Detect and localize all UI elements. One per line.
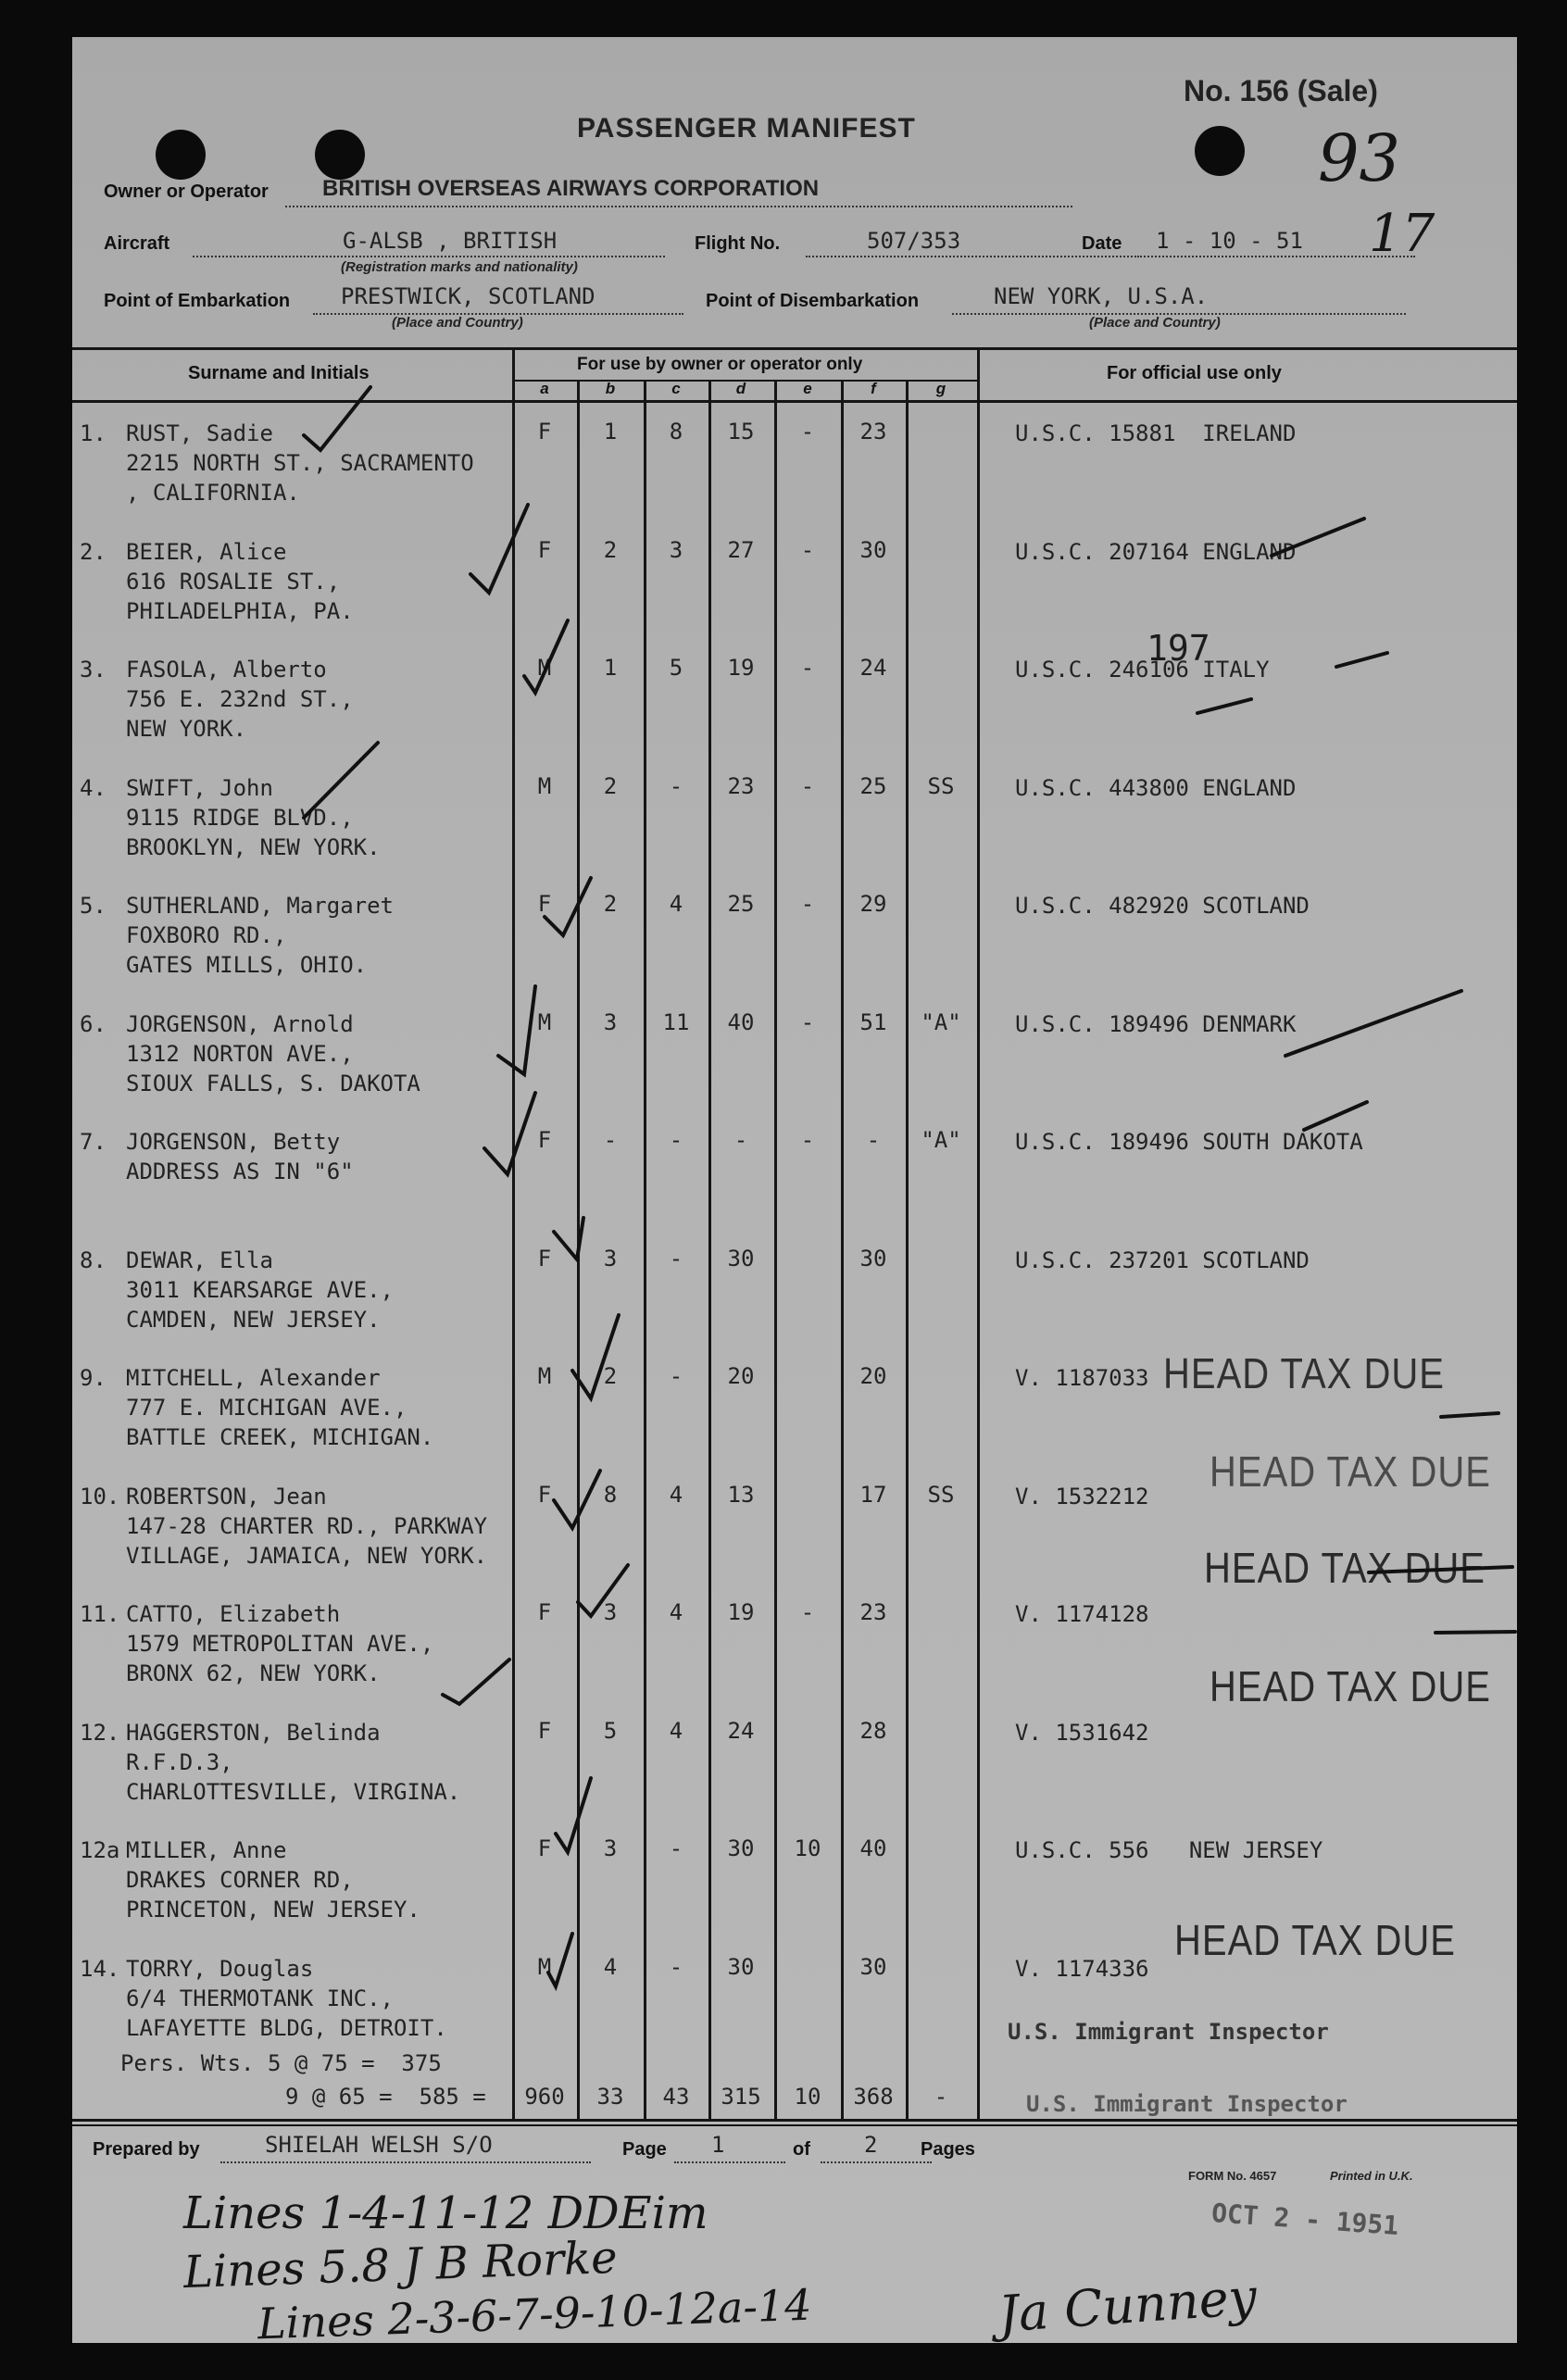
passenger-address-2: CHARLOTTESVILLE, VIRGINA. (126, 1779, 461, 1805)
passenger-address-1: 777 E. MICHIGAN AVE., (126, 1395, 407, 1421)
passenger-name: ROBERTSON, Jean (126, 1484, 327, 1509)
disembark-sub: (Place and Country) (1089, 315, 1221, 331)
official-entry: U.S.C. 443800 ENGLAND (1015, 775, 1297, 801)
passenger-address-1: 1312 NORTON AVE., (126, 1041, 354, 1067)
cell-a: F (537, 1718, 552, 1744)
cell-c: 4 (669, 891, 683, 917)
passenger-address-1: 6/4 THERMOTANK INC., (126, 1985, 394, 2011)
official-entry: V. 1187033 (1015, 1365, 1149, 1391)
cell-c: 4 (669, 1482, 683, 1508)
official-entry: V. 1532212 (1015, 1484, 1149, 1509)
official-entry: U.S.C. 482920 SCOTLAND (1015, 893, 1310, 919)
weights-line-1: Pers. Wts. 5 @ 75 = 375 (120, 2050, 442, 2076)
aircraft-sub: (Registration marks and nationality) (341, 259, 578, 275)
cell-a: F (537, 537, 552, 563)
cell-a: F (537, 1835, 552, 1861)
head-tax-stamp-14: HEAD TAX DUE (1174, 1917, 1456, 1965)
cell-c: - (669, 1835, 683, 1861)
row-number: 12. (80, 1720, 120, 1746)
row-number: 12a (80, 1837, 120, 1863)
cell-b: 2 (603, 537, 618, 563)
total-a: 960 (524, 2084, 565, 2110)
col-official-header: For official use only (1107, 363, 1282, 383)
cell-d: 30 (727, 1954, 755, 1980)
owner-label: Owner or Operator (104, 182, 269, 202)
passenger-address-2: VILLAGE, JAMAICA, NEW YORK. (126, 1543, 488, 1569)
head-tax-stamp-9: HEAD TAX DUE (1163, 1350, 1445, 1398)
col-subheader-g: g (935, 380, 946, 397)
handwriting-line-3: Lines 2-3-6-7-9-10-12a-14 (257, 2279, 813, 2349)
passenger-address-1: DRAKES CORNER RD, (126, 1867, 354, 1893)
cell-c: 8 (669, 419, 683, 445)
cell-d: 19 (727, 1599, 755, 1625)
owner-value: BRITISH OVERSEAS AIRWAYS CORPORATION (322, 176, 820, 201)
passenger-name: MITCHELL, Alexander (126, 1365, 381, 1391)
passenger-address-1: 9115 RIDGE BLVD., (126, 805, 354, 831)
embark-label: Point of Embarkation (104, 291, 291, 311)
official-entry: V. 1174128 (1015, 1601, 1149, 1627)
disembark-label: Point of Disembarkation (706, 291, 920, 311)
cell-f: 20 (859, 1363, 887, 1389)
cell-c: - (669, 1246, 683, 1271)
cell-a: F (537, 891, 552, 917)
passenger-name: SUTHERLAND, Margaret (126, 893, 394, 919)
cell-g: SS (927, 773, 955, 799)
manifest-paper (72, 37, 1517, 2349)
passenger-address-2: SIOUX FALLS, S. DAKOTA (126, 1071, 420, 1096)
cell-a: M (537, 1009, 552, 1035)
cell-d: 30 (727, 1835, 755, 1861)
date-value: 1 - 10 - 51 (1156, 228, 1303, 254)
cell-e: - (800, 891, 815, 917)
cell-c: - (669, 1954, 683, 1980)
cell-c: 11 (662, 1009, 690, 1035)
row-number: 14. (80, 1956, 120, 1982)
official-entry: V. 1531642 (1015, 1720, 1149, 1746)
printed-in: Printed in U.K. (1330, 2169, 1413, 2183)
disembark-value: NEW YORK, U.S.A. (994, 283, 1209, 309)
embark-sub: (Place and Country) (392, 315, 523, 331)
passenger-name: DEWAR, Ella (126, 1247, 273, 1273)
page-label: Page (622, 2139, 667, 2160)
passenger-address-1: 2215 NORTH ST., SACRAMENTO (126, 450, 474, 476)
row-number: 5. (80, 893, 107, 919)
form-code: FORM No. 4657 (1188, 2169, 1277, 2183)
cell-f: 17 (859, 1482, 887, 1508)
cell-b: 4 (603, 1954, 618, 1980)
row-number: 3. (80, 657, 107, 683)
handwritten-number: 93 (1318, 120, 1401, 196)
row-number: 2. (80, 539, 107, 565)
total-d: 315 (721, 2084, 761, 2110)
cell-c: 4 (669, 1599, 683, 1625)
cell-c: 4 (669, 1718, 683, 1744)
embark-value: PRESTWICK, SCOTLAND (341, 283, 595, 309)
cell-a: M (537, 1363, 552, 1389)
passenger-address-1: 1579 METROPOLITAN AVE., (126, 1631, 434, 1657)
cell-f: 30 (859, 1246, 887, 1271)
total-b: 33 (596, 2084, 624, 2110)
cell-e: - (800, 537, 815, 563)
cell-d: 25 (727, 891, 755, 917)
manifest-title: PASSENGER MANIFEST (577, 113, 916, 144)
cell-f: 30 (859, 537, 887, 563)
flight-value: 507/353 (867, 228, 961, 254)
date-stamp: OCT 2 - 1951 (1210, 2197, 1400, 2242)
passenger-address-2: PRINCETON, NEW JERSEY. (126, 1897, 420, 1923)
cell-d: 30 (727, 1246, 755, 1271)
official-entry: V. 1174336 (1015, 1956, 1149, 1982)
inspector-stamp-2: U.S. Immigrant Inspector (1026, 2091, 1348, 2117)
passenger-name: CATTO, Elizabeth (126, 1601, 341, 1627)
cell-b: 2 (603, 773, 618, 799)
cell-f: 25 (859, 773, 887, 799)
aircraft-label: Aircraft (104, 233, 170, 254)
cell-b: 3 (603, 1599, 618, 1625)
cell-c: - (669, 773, 683, 799)
row-number: 7. (80, 1129, 107, 1155)
passenger-address-1: 756 E. 232nd ST., (126, 686, 354, 712)
official-entry: U.S.C. 15881 IRELAND (1015, 420, 1297, 446)
prepared-label: Prepared by (93, 2139, 200, 2160)
of-label: of (793, 2139, 810, 2160)
cell-b: 2 (603, 1363, 618, 1389)
cell-b: 1 (603, 655, 618, 681)
passenger-address-2: CAMDEN, NEW JERSEY. (126, 1307, 381, 1333)
handwriting-line-1: Lines 1-4-11-12 DDEim (183, 2187, 708, 2239)
cell-d: 23 (727, 773, 755, 799)
cell-c: 5 (669, 655, 683, 681)
col-subheader-a: a (540, 380, 549, 397)
passenger-address-1: 147-28 CHARTER RD., PARKWAY (126, 1513, 488, 1539)
total-g: - (934, 2084, 948, 2110)
passenger-address-1: 3011 KEARSARGE AVE., (126, 1277, 394, 1303)
col-subheader-e: e (803, 380, 812, 397)
cell-f: 30 (859, 1954, 887, 1980)
cell-e: - (800, 1009, 815, 1035)
aircraft-value: G-ALSB , BRITISH (343, 228, 558, 254)
check-marks (72, 37, 1517, 2343)
official-entry: U.S.C. 246106 ITALY (1015, 657, 1270, 683)
head-tax-stamp-12: HEAD TAX DUE (1210, 1663, 1491, 1711)
cell-e: - (800, 655, 815, 681)
total-e: 10 (794, 2084, 821, 2110)
cell-f: 23 (859, 419, 887, 445)
of-value: 2 (864, 2132, 878, 2158)
passenger-address-2: , CALIFORNIA. (126, 480, 300, 506)
cell-f: 51 (859, 1009, 887, 1035)
cell-a: M (537, 773, 552, 799)
head-tax-stamp-11: HEAD TAX DUE (1204, 1545, 1486, 1593)
cell-g: SS (927, 1482, 955, 1508)
col-subheader-b: b (605, 380, 616, 397)
cell-d: 20 (727, 1363, 755, 1389)
official-entry: U.S.C. 556 NEW JERSEY (1015, 1837, 1323, 1863)
cell-e: - (800, 1599, 815, 1625)
col-subheader-f: f (871, 380, 876, 397)
passenger-address-2: BRONX 62, NEW YORK. (126, 1660, 381, 1686)
head-tax-stamp-10: HEAD TAX DUE (1210, 1448, 1491, 1497)
flight-label: Flight No. (695, 233, 781, 254)
cell-e: 10 (794, 1835, 821, 1861)
date-label: Date (1082, 233, 1122, 254)
row-number: 10. (80, 1484, 120, 1509)
prepared-value: SHIELAH WELSH S/O (265, 2132, 493, 2158)
cell-d: 13 (727, 1482, 755, 1508)
row-number: 6. (80, 1011, 107, 1037)
cell-a: F (537, 1599, 552, 1625)
passenger-name: HAGGERSTON, Belinda (126, 1720, 381, 1746)
passenger-address-2: GATES MILLS, OHIO. (126, 952, 368, 978)
cell-c: - (669, 1127, 683, 1153)
cell-d: 40 (727, 1009, 755, 1035)
page-value: 1 (711, 2132, 725, 2158)
form-number: No. 156 (Sale) (1184, 74, 1378, 107)
cell-a: M (537, 1954, 552, 1980)
official-entry: U.S.C. 189496 SOUTH DAKOTA (1015, 1129, 1363, 1155)
passenger-address-1: 616 ROSALIE ST., (126, 569, 341, 595)
cell-f: 24 (859, 655, 887, 681)
passenger-address-2: BATTLE CREEK, MICHIGAN. (126, 1424, 434, 1450)
official-entry: U.S.C. 189496 DENMARK (1015, 1011, 1297, 1037)
cell-a: F (537, 1482, 552, 1508)
cell-a: M (537, 655, 552, 681)
col-owner-header: For use by owner or operator only (577, 355, 863, 374)
cell-f: 23 (859, 1599, 887, 1625)
cell-c: 3 (669, 537, 683, 563)
passenger-address-2: PHILADELPHIA, PA. (126, 598, 354, 624)
cell-b: 5 (603, 1718, 618, 1744)
cell-f: 28 (859, 1718, 887, 1744)
cell-e: - (800, 773, 815, 799)
handwriting-line-2: Lines 5.8 J B Rorke (182, 2231, 619, 2299)
cell-b: - (603, 1127, 618, 1153)
official-entry: U.S.C. 207164 ENGLAND (1015, 539, 1297, 565)
cell-b: 3 (603, 1009, 618, 1035)
cell-b: 1 (603, 419, 618, 445)
pages-label: Pages (921, 2139, 975, 2160)
cell-b: 8 (603, 1482, 618, 1508)
cell-b: 3 (603, 1246, 618, 1271)
passenger-name: TORRY, Douglas (126, 1956, 314, 1982)
cell-c: - (669, 1363, 683, 1389)
cell-a: F (537, 1246, 552, 1271)
cell-b: 3 (603, 1835, 618, 1861)
official-entry: U.S.C. 237201 SCOTLAND (1015, 1247, 1310, 1273)
cell-d: 27 (727, 537, 755, 563)
cell-d: 15 (727, 419, 755, 445)
handwritten-signature: Ja Cunney (997, 2267, 1259, 2344)
cell-g: "A" (921, 1127, 961, 1153)
date-hand: 17 (1369, 204, 1435, 264)
weights-line-2: 9 @ 65 = 585 = (285, 2084, 486, 2110)
row-number: 1. (80, 420, 107, 446)
cell-d: 24 (727, 1718, 755, 1744)
inspector-stamp-1: U.S. Immigrant Inspector (1008, 2019, 1329, 2045)
col-subheader-c: c (671, 380, 681, 397)
passenger-address-2: NEW YORK. (126, 716, 247, 742)
passenger-name: SWIFT, John (126, 775, 273, 801)
total-f: 368 (853, 2084, 894, 2110)
passenger-address-1: FOXBORO RD., (126, 922, 287, 948)
passenger-address-1: ADDRESS AS IN "6" (126, 1159, 354, 1184)
cell-d: 19 (727, 655, 755, 681)
col-surname-header: Surname and Initials (188, 363, 370, 383)
passenger-address-2: LAFAYETTE BLDG, DETROIT. (126, 2015, 447, 2041)
cell-a: F (537, 419, 552, 445)
col-subheader-d: d (735, 380, 746, 397)
cell-f: 29 (859, 891, 887, 917)
passenger-name: FASOLA, Alberto (126, 657, 327, 683)
passenger-address-2: BROOKLYN, NEW YORK. (126, 834, 381, 860)
row-number: 9. (80, 1365, 107, 1391)
passenger-name: JORGENSON, Betty (126, 1129, 341, 1155)
total-c: 43 (662, 2084, 690, 2110)
cell-g: "A" (921, 1009, 961, 1035)
passenger-name: BEIER, Alice (126, 539, 287, 565)
passenger-name: JORGENSON, Arnold (126, 1011, 354, 1037)
row-number: 4. (80, 775, 107, 801)
cell-a: F (537, 1127, 552, 1153)
handwritten-197: 197 (1147, 628, 1210, 669)
cell-e: - (800, 1127, 815, 1153)
cell-f: - (866, 1127, 881, 1153)
cell-b: 2 (603, 891, 618, 917)
row-number: 11. (80, 1601, 120, 1627)
cell-d: - (733, 1127, 748, 1153)
cell-e: - (800, 419, 815, 445)
passenger-name: RUST, Sadie (126, 420, 273, 446)
passenger-name: MILLER, Anne (126, 1837, 287, 1863)
passenger-address-1: R.F.D.3, (126, 1749, 233, 1775)
cell-f: 40 (859, 1835, 887, 1861)
row-number: 8. (80, 1247, 107, 1273)
